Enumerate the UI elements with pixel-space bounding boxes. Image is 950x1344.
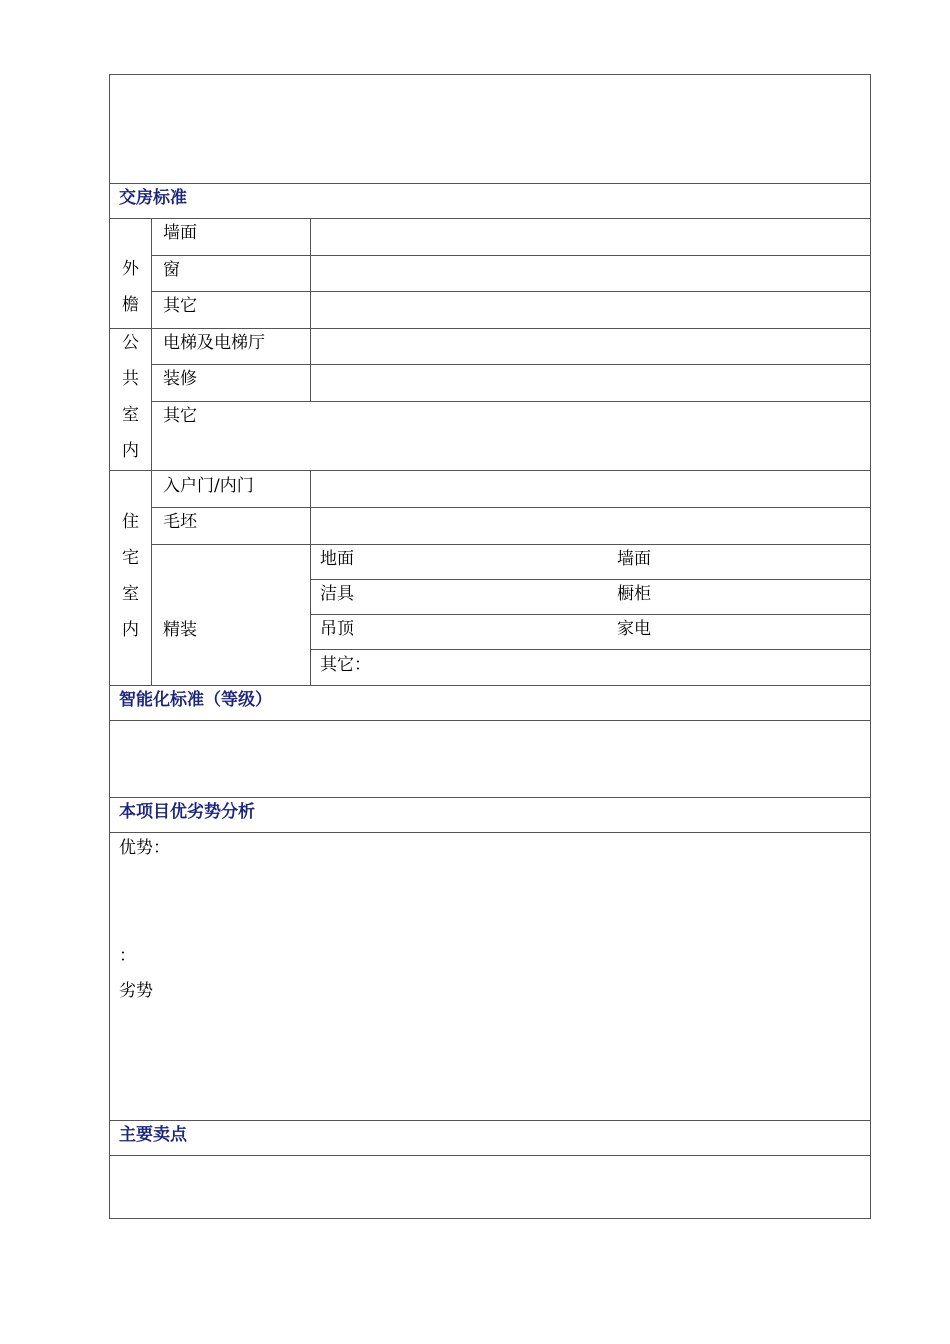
finish-wall: 墙面 [617,549,651,569]
finish-floor: 地面 [320,549,354,569]
section-delivery-standard: 交房标准 [119,188,187,208]
rule [310,328,311,401]
rule [152,544,871,545]
public-item-elevator: 电梯及电梯厅 [163,333,265,353]
rule [310,614,871,615]
rule [310,579,871,580]
analysis-colon: ： [119,946,136,966]
rule [152,507,871,508]
rule [109,328,871,329]
rule [310,649,871,650]
rule [151,218,152,685]
rule [152,291,871,292]
rule [109,1155,871,1156]
rule [310,218,311,328]
section-smart-standard: 智能化标准（等级） [119,690,272,710]
rule [109,1120,871,1121]
residential-interior-group-label: 住 宅 室 内 [122,512,139,640]
rule [152,255,871,256]
finish-cabinet: 橱柜 [617,584,651,604]
section-swot: 本项目优劣势分析 [119,802,255,822]
finish-sanitary: 洁具 [320,584,354,604]
rule [152,401,871,402]
public-item-decoration: 装修 [163,369,197,389]
rule [109,720,871,721]
residential-item-doors: 入户门/内门 [163,476,254,496]
form-table [109,74,871,1219]
rule [109,685,871,686]
analysis-disadvantage: 劣势 [119,981,153,1001]
public-interior-group-label: 公 共 室 内 [122,333,139,461]
rule [109,183,871,184]
section-selling-points: 主要卖点 [119,1125,187,1145]
analysis-advantage: 优势： [119,838,170,858]
rule [152,364,871,365]
exterior-group-label: 外 檐 [122,259,139,315]
finish-other: 其它： [320,655,371,675]
finish-ceiling: 吊顶 [320,619,354,639]
residential-item-finished: 精装 [163,620,197,640]
exterior-item-window: 窗 [163,260,180,280]
residential-item-rough: 毛坯 [163,512,197,532]
rule [109,470,871,471]
finish-appliance: 家电 [617,619,651,639]
rule [109,218,871,219]
rule [109,832,871,833]
exterior-item-wall: 墙面 [163,223,197,243]
public-item-other: 其它 [163,406,197,426]
rule [310,470,311,685]
rule [109,797,871,798]
exterior-item-other: 其它 [163,296,197,316]
